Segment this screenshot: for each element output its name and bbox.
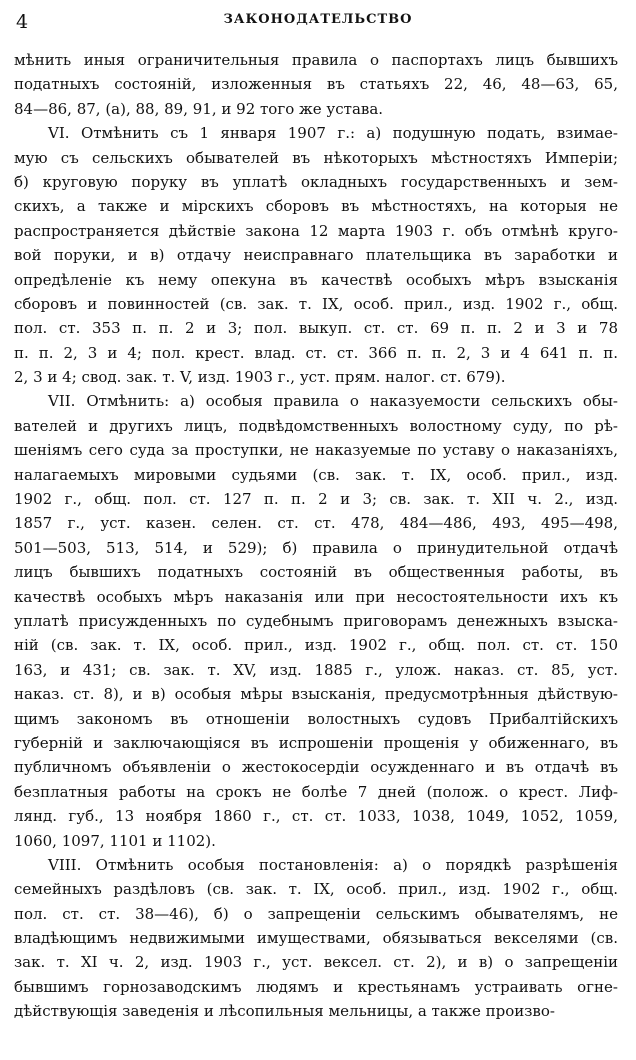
text-line: 501—503, 513, 514, и 529); б) правила о принудительной отдачѣ <box>14 538 618 557</box>
text-line: лянд. губ., 13 ноября 1860 г., ст. ст. 1033, 1038, 1049, 1052, 1059, <box>14 807 618 826</box>
text-line: качествѣ особыхъ мѣръ наказанія или при несостоятельности ихъ къ <box>14 587 618 606</box>
text-line: опредѣленіе къ нему опекуна въ качествѣ особыхъ мѣръ взысканія <box>14 270 618 289</box>
text-line: VII. Отмѣнить: а) особыя правила о наказуемости сельскихъ обы- <box>48 392 618 411</box>
text-line: зак. т. XI ч. 2, изд. 1903 г., уст. вексел. ст. 2), и в) о запрещеніи <box>14 953 618 972</box>
text-line: наказ. ст. 8), и в) особыя мѣры взысканія, предусмотрѣнныя дѣйствую- <box>14 685 618 704</box>
paragraph-section-vi <box>14 121 618 389</box>
text-line: 163, и 431; св. зак. т. XV, изд. 1885 г., улож. наказ. ст. 85, уст. <box>14 660 618 679</box>
text-line: 1060, 1097, 1101 и 1102). <box>14 831 216 850</box>
text-line: скихъ, а также и мірскихъ сборовъ въ мѣстностяхъ, на которыя не <box>14 197 618 216</box>
text-line: п. п. 2, 3 и 4; пол. крест. влад. ст. ст. 366 п. п. 2, 3 и 4 641 п. п. <box>14 343 618 362</box>
paragraph-section-vii <box>14 389 618 852</box>
text-line: вой поруки, и в) отдачу неисправнаго плательщика въ заработки и <box>14 246 618 265</box>
text-line: податныхъ состояній, изложенныя въ статьяхъ 22, 46, 48—63, 65, <box>14 75 618 94</box>
text-line: шеніямъ сего суда за проступки, не наказуемые по уставу о наказаніяхъ, <box>14 441 618 460</box>
text-line: пол. ст. 353 п. п. 2 и 3; пол. выкуп. ст. ст. 69 п. п. 2 и 3 и 78 <box>14 319 618 338</box>
paragraph-continuation <box>14 48 618 121</box>
text-line: VIII. Отмѣнить особыя постановленія: а) о порядкѣ разрѣшенія <box>48 855 618 874</box>
text-line: вателей и другихъ лицъ, подвѣдомственныхъ волостному суду, по рѣ- <box>14 416 618 435</box>
text-line: 1857 г., уст. казен. селен. ст. ст. 478, 484—486, 493, 495—498, <box>14 514 618 533</box>
page-header <box>0 10 636 34</box>
text-line: сборовъ и повинностей (св. зак. т. IX, особ. прил., изд. 1902 г., общ. <box>14 294 618 313</box>
text-line: бывшимъ горнозаводскимъ людямъ и крестьянамъ устраивать огне- <box>14 977 618 996</box>
body-text <box>14 48 618 1024</box>
text-line: ній (св. зак. т. IX, особ. прил., изд. 1902 г., общ. пол. ст. ст. 150 <box>14 636 618 655</box>
text-line: пол. ст. ст. 38—46), б) о запрещеніи сельскимъ обывателямъ, не <box>14 904 618 923</box>
text-line: налагаемыхъ мировыми судьями (св. зак. т. IX, особ. прил., изд. <box>14 465 618 484</box>
paragraph-section-viii <box>14 853 618 1024</box>
page-number: 4 <box>16 11 29 33</box>
text-line: лицъ бывшихъ податныхъ состояній въ общественныя работы, въ <box>14 563 618 582</box>
text-line: щимъ закономъ въ отношеніи волостныхъ судовъ Прибалтійскихъ <box>14 709 618 728</box>
text-line: 1902 г., общ. пол. ст. 127 п. п. 2 и 3; св. зак. т. XII ч. 2., изд. <box>14 490 618 509</box>
text-line: VI. Отмѣнить съ 1 января 1907 г.: а) подушную подать, взимае- <box>48 124 618 143</box>
text-line: семейныхъ раздѣловъ (св. зак. т. IX, особ. прил., изд. 1902 г., общ. <box>14 880 618 899</box>
text-line: мѣнить иныя ограничительныя правила о паспортахъ лицъ бывшихъ <box>14 51 618 69</box>
text-line: мую съ сельскихъ обывателей въ нѣкоторыхъ мѣстностяхъ Имперіи; <box>14 148 618 167</box>
text-line: распространяется дѣйствіе закона 12 марта 1903 г. объ отмѣнѣ круго- <box>14 221 618 240</box>
text-line: губерній и заключающіяся въ испрошеніи прощенія у обиженнаго, въ <box>14 733 618 752</box>
text-line: владѣющимъ недвижимыми имуществами, обязываться векселями (св. <box>14 929 618 948</box>
text-line: 84—86, 87, (а), 88, 89, 91, и 92 того же устава. <box>14 99 384 118</box>
running-head: ЗАКОНОДАТЕЛЬСТВО <box>223 12 413 27</box>
text-line: публичномъ объявленіи о жестокосердіи осужденнаго и въ отдачѣ въ <box>14 758 618 777</box>
text-line: 2, 3 и 4; свод. зак. т. V, изд. 1903 г., уст. прям. налог. ст. 679). <box>14 368 506 387</box>
text-line: дѣйствующія заведенія и лѣсопильныя мельницы, а также произво- <box>14 1002 555 1021</box>
text-line: безплатныя работы на срокъ не болѣе 7 дней (полож. о крест. Лиф- <box>14 782 618 801</box>
text-line: уплатѣ присужденныхъ по судебнымъ приговорамъ денежныхъ взыска- <box>14 611 618 630</box>
text-line: б) круговую поруку въ уплатѣ окладныхъ государственныхъ и зем- <box>14 172 618 191</box>
